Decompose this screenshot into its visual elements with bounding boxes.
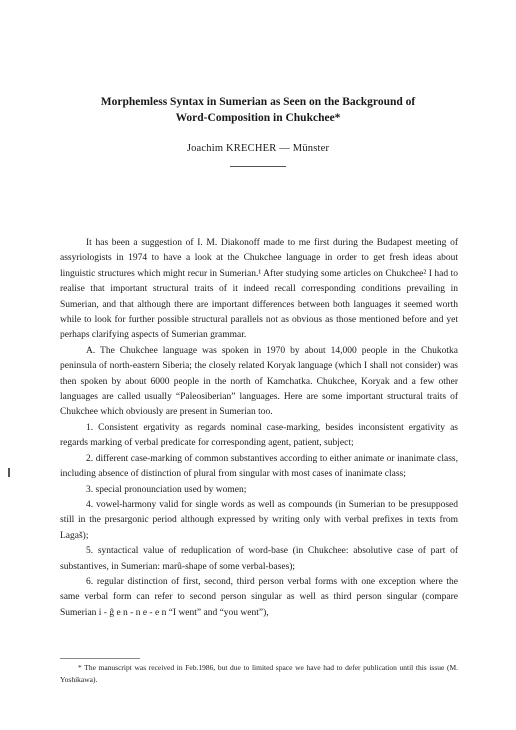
paragraph-intro: It has been a suggestion of I. M. Diakonoff made to me first during the Budapest meeting of assyriologists in 1974 to have a look at the Chukchee language in order to get fresh ideas about linguistic structures which might recur in Sumerian.¹ After studying some articles on Chukchee² I had to realise that important structural traits of it indeed recall corresponding conditions prevailing in Sumerian, and that although there are important differences between both languages it seemed worth while to look for further possible structural parallels not as obvious as those mentioned before and yet perhaps clarifying aspects of Sumerian grammar. [60,238,458,341]
margin-mark [8,468,10,477]
footnote [60,662,458,686]
paragraph-a: A. The Chukchee language was spoken in 1970 by about 14,000 people in the Chukotka peninsula of north-eastern Siberia; the closely related Koryak language (which I shall not consider) was then spoken by about 6000 people in the north of Kamchatka. Chukchee, Koryak and a few other languages are called usually “Paleosiberian” languages. Here are some important structural traits of Chukchee which obviously are present in Sumerian too. [60,345,458,418]
article-body [60,236,458,621]
title-divider [230,166,286,167]
footnote-divider [60,658,140,659]
title-line-2: Word-Composition in Chukchee* [175,112,341,124]
title-line-1: Morphemless Syntax in Sumerian as Seen on the Background of [100,96,416,108]
article-title [60,94,456,126]
paragraph-item-6: 6. regular distinction of first, second, third person verbal forms with one exception where the same verbal form can refer to second person singular as well as third person singular (compare Sumerian i - ĝ e n - n e - e n “I went” and “you went”), [60,576,458,618]
paragraph-item-3: 3. special pronounciation used by women; [86,484,247,495]
paragraph-item-2: 2. different case-marking of common substantives according to either animate or inanimate class, including absence of distinction of plural from singular with most cases of inanimate class; [60,453,458,480]
paragraph-item-1: 1. Consistent ergativity as regards nominal case-marking, besides inconsistent ergativity as regards marking of verbal predicate for corresponding agent, patient, subject; [60,422,458,449]
paragraph-item-4: 4. vowel-harmony valid for single words as well as compounds (in Sumerian to be presupposed still in the presargonic period although expressed by writing only with verbal prefixes in texts from Lagaš); [60,499,458,541]
footnote-text: * The manuscript was received in Feb.1986, but due to limited space we have had to defer publication until this issue (M. Yoshikawa). [60,663,458,684]
paragraph-item-5: 5. syntactical value of reduplication of word-base (in Chukchee: absolutive case of part of substantives, in Sumerian: marû-shape of some verbal-bases); [60,546,458,572]
author-line: Joachim KRECHER — Münster [186,143,330,154]
